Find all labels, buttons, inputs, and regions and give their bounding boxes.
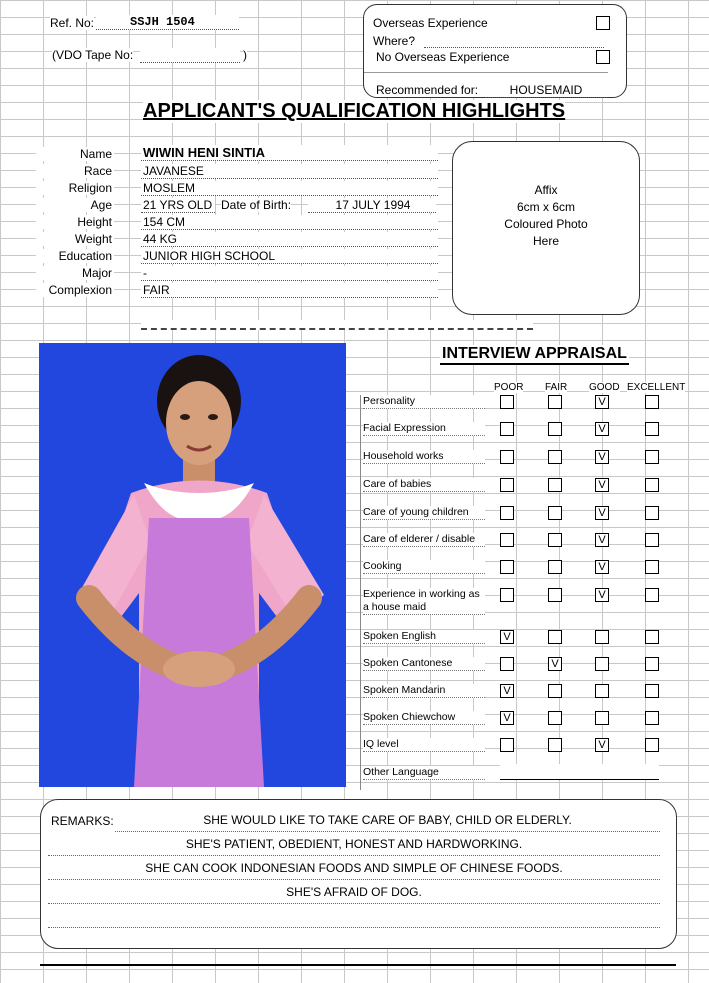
rating-checkbox-poor[interactable]: V — [500, 711, 514, 725]
appraisal-title: INTERVIEW APPRAISAL — [440, 345, 629, 365]
overseas-label: Overseas Experience — [373, 16, 488, 30]
rating-checkbox-good[interactable] — [595, 711, 609, 725]
vdo-label: (VDO Tape No: — [52, 48, 134, 62]
overseas-checkbox[interactable] — [596, 16, 610, 30]
rating-checkbox-excellent[interactable] — [645, 533, 659, 547]
affix-line-4: Here — [532, 234, 559, 248]
ref-value[interactable]: SSJH 1504 — [96, 15, 239, 30]
rating-checkbox-fair[interactable] — [548, 588, 562, 602]
rating-checkbox-good[interactable]: V — [595, 478, 609, 492]
details-divider — [141, 320, 533, 330]
rating-checkbox-poor[interactable] — [500, 657, 514, 671]
rating-checkbox-fair[interactable] — [548, 395, 562, 409]
rating-checkbox-fair[interactable] — [548, 422, 562, 436]
race-label: Race — [36, 164, 114, 178]
rating-checkbox-excellent[interactable] — [645, 422, 659, 436]
rating-checkbox-poor[interactable] — [500, 395, 514, 409]
appraisal-row-label: Spoken English — [363, 630, 485, 644]
rating-checkbox-fair[interactable] — [548, 478, 562, 492]
rating-checkbox-poor[interactable] — [500, 478, 514, 492]
experience-box — [363, 4, 627, 98]
rating-checkbox-good[interactable]: V — [595, 450, 609, 464]
remark-line: SHE'S PATIENT, OBEDIENT, HONEST AND HARDWORKING. — [48, 833, 660, 856]
page-title: APPLICANT'S QUALIFICATION HIGHLIGHTS — [143, 100, 566, 122]
appraisal-row-label: Spoken Mandarin — [363, 684, 485, 698]
rating-checkbox-excellent[interactable] — [645, 560, 659, 574]
rating-checkbox-good[interactable]: V — [595, 738, 609, 752]
appraisal-row-label: Household works — [363, 450, 485, 464]
rating-checkbox-fair[interactable] — [548, 533, 562, 547]
rating-checkbox-excellent[interactable] — [645, 630, 659, 644]
recommended-value[interactable]: HOUSEMAID — [485, 83, 607, 98]
appraisal-row-label: Care of elderer / disable — [363, 533, 485, 547]
other-language-field[interactable] — [500, 764, 659, 780]
rating-checkbox-fair[interactable] — [548, 684, 562, 698]
applicant-photo — [39, 343, 346, 787]
rating-checkbox-good[interactable]: V — [595, 560, 609, 574]
race-value[interactable]: JAVANESE — [141, 164, 438, 179]
col-fair: FAIR — [545, 382, 568, 393]
rating-checkbox-excellent[interactable] — [645, 450, 659, 464]
name-label: Name — [36, 147, 114, 161]
rating-checkbox-good[interactable]: V — [595, 588, 609, 602]
appraisal-row-label: Care of young children — [363, 506, 485, 520]
rating-checkbox-excellent[interactable] — [645, 506, 659, 520]
affix-photo-box — [452, 141, 640, 315]
religion-value[interactable]: MOSLEM — [141, 181, 438, 196]
appraisal-row-label: Personality — [363, 395, 485, 409]
religion-label: Religion — [36, 181, 114, 195]
rating-checkbox-poor[interactable] — [500, 450, 514, 464]
rating-checkbox-poor[interactable]: V — [500, 630, 514, 644]
rating-checkbox-fair[interactable] — [548, 560, 562, 574]
appraisal-row-label: Spoken Chiewchow — [363, 711, 485, 725]
rating-checkbox-excellent[interactable] — [645, 738, 659, 752]
complexion-value[interactable]: FAIR — [141, 283, 438, 298]
rating-checkbox-fair[interactable] — [548, 711, 562, 725]
education-label: Education — [36, 249, 114, 263]
rating-checkbox-excellent[interactable] — [645, 395, 659, 409]
rating-checkbox-poor[interactable] — [500, 738, 514, 752]
appraisal-row-label: Spoken Cantonese — [363, 657, 485, 671]
dob-label: Date of Birth: — [221, 198, 292, 212]
major-label: Major — [36, 266, 114, 280]
col-good: GOOD — [589, 382, 620, 393]
recommended-label: Recommended for: — [376, 83, 479, 97]
rating-checkbox-good[interactable]: V — [595, 533, 609, 547]
remark-line: SHE CAN COOK INDONESIAN FOODS AND SIMPLE OF CHINESE FOODS. — [48, 857, 660, 880]
rating-checkbox-fair[interactable] — [548, 630, 562, 644]
major-value[interactable]: - — [141, 266, 438, 281]
no-overseas-checkbox[interactable] — [596, 50, 610, 64]
rating-checkbox-good[interactable]: V — [595, 422, 609, 436]
affix-line-2: 6cm x 6cm — [516, 200, 575, 214]
rating-checkbox-good[interactable] — [595, 657, 609, 671]
affix-line-1: Affix — [534, 183, 558, 197]
rating-checkbox-poor[interactable]: V — [500, 684, 514, 698]
rating-checkbox-fair[interactable] — [548, 506, 562, 520]
where-label: Where? — [373, 34, 416, 48]
remark-line — [48, 905, 660, 928]
name-value[interactable]: WIWIN HENI SINTIA — [141, 145, 438, 161]
rating-checkbox-excellent[interactable] — [645, 657, 659, 671]
applicant-photo-illustration — [39, 343, 346, 787]
rating-checkbox-good[interactable]: V — [595, 395, 609, 409]
rating-checkbox-good[interactable]: V — [595, 506, 609, 520]
height-label: Height — [36, 215, 114, 229]
no-overseas-label: No Overseas Experience — [376, 50, 510, 64]
rating-checkbox-poor[interactable] — [500, 533, 514, 547]
vdo-close: ) — [243, 48, 247, 62]
rating-checkbox-good[interactable] — [595, 630, 609, 644]
col-poor: POOR — [494, 382, 524, 393]
rating-checkbox-excellent[interactable] — [645, 684, 659, 698]
rating-checkbox-poor[interactable] — [500, 506, 514, 520]
education-value[interactable]: JUNIOR HIGH SCHOOL — [141, 249, 438, 264]
age-label: Age — [36, 198, 114, 212]
dob-value[interactable]: 17 JULY 1994 — [308, 198, 436, 213]
remark-line: SHE WOULD LIKE TO TAKE CARE OF BABY, CHILD OR ELDERLY. — [115, 809, 660, 832]
bottom-rule — [40, 964, 676, 966]
appraisal-row-label: IQ level — [363, 738, 485, 752]
complexion-label: Complexion — [36, 283, 114, 297]
rating-checkbox-poor[interactable] — [500, 560, 514, 574]
rating-checkbox-excellent[interactable] — [645, 588, 659, 602]
rating-checkbox-excellent[interactable] — [645, 478, 659, 492]
rating-checkbox-fair[interactable]: V — [548, 657, 562, 671]
appraisal-row-label: Experience in working as a house maid — [363, 588, 485, 615]
appraisal-row-label: Facial Expression — [363, 422, 485, 436]
appraisal-row-label: Cooking — [363, 560, 485, 574]
age-value[interactable]: 21 YRS OLD — [141, 198, 215, 213]
ref-label: Ref. No: — [50, 16, 95, 30]
affix-line-3: Coloured Photo — [504, 217, 588, 231]
rating-checkbox-fair[interactable] — [548, 738, 562, 752]
rating-checkbox-poor[interactable] — [500, 588, 514, 602]
col-excellent: EXCELLENT — [627, 382, 686, 393]
weight-value[interactable]: 44 KG — [141, 232, 438, 247]
rating-checkbox-poor[interactable] — [500, 422, 514, 436]
remark-line: SHE'S AFRAID OF DOG. — [48, 881, 660, 904]
other-language-label: Other Language — [363, 766, 485, 780]
height-value[interactable]: 154 CM — [141, 215, 438, 230]
experience-separator — [364, 72, 608, 73]
where-field[interactable] — [424, 34, 604, 48]
rating-checkbox-fair[interactable] — [548, 450, 562, 464]
weight-label: Weight — [36, 232, 114, 246]
vdo-field[interactable] — [140, 48, 240, 63]
rating-checkbox-good[interactable] — [595, 684, 609, 698]
rating-checkbox-excellent[interactable] — [645, 711, 659, 725]
appraisal-row-label: Care of babies — [363, 478, 485, 492]
remarks-label: REMARKS: — [51, 814, 114, 828]
affix-photo-text — [453, 182, 639, 250]
